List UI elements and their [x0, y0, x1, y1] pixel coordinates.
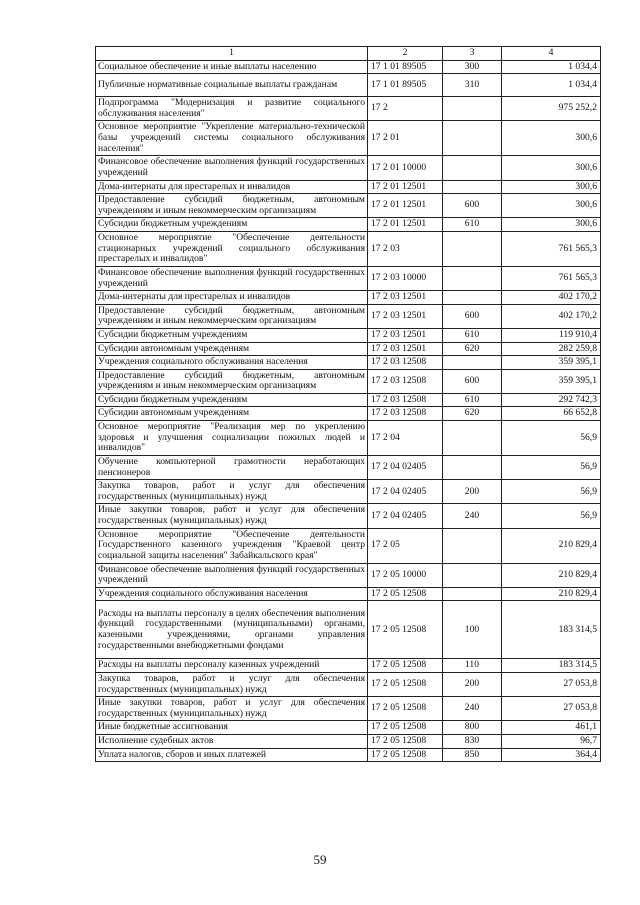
row-code-cell: 17 2 05 12508: [368, 697, 443, 721]
row-type-cell: [443, 356, 502, 370]
table-row: [96, 328, 601, 342]
row-name-cell: Субсидии бюджетным учреждениям: [96, 218, 368, 232]
row-type-cell: 600: [443, 194, 502, 218]
row-code-cell: 17 2 04 02405: [368, 456, 443, 480]
row-code-cell: 17 2 05 12508: [368, 748, 443, 762]
row-name-cell: Расходы на выплаты персоналу казенных учреждений: [96, 659, 368, 673]
row-code-cell: 17 1 01 89505: [368, 74, 443, 97]
row-type-cell: [443, 291, 502, 305]
table-row: [96, 734, 601, 748]
row-code-cell: 17 2 01 12501: [368, 194, 443, 218]
row-type-cell: 100: [443, 601, 502, 659]
row-code-cell: 17 2 01 12501: [368, 180, 443, 194]
row-sum-cell: 292 742,3: [502, 393, 601, 407]
table-body: [96, 60, 601, 762]
row-type-cell: [443, 266, 502, 290]
table-row: [96, 97, 601, 121]
row-type-cell: [443, 421, 502, 456]
table-row: [96, 659, 601, 673]
row-code-cell: 17 2 01 10000: [368, 156, 443, 180]
row-type-cell: 240: [443, 697, 502, 721]
table-row: [96, 563, 601, 587]
row-code-cell: 17 2 05 12508: [368, 673, 443, 697]
row-sum-cell: 1 034,4: [502, 60, 601, 74]
row-name-cell: Дома-интернаты для престарелых и инвалидов: [96, 180, 368, 194]
row-type-cell: 620: [443, 407, 502, 421]
row-sum-cell: 300,6: [502, 121, 601, 156]
row-type-cell: 620: [443, 342, 502, 356]
row-type-cell: 600: [443, 304, 502, 328]
row-sum-cell: 300,6: [502, 218, 601, 232]
row-code-cell: 17 2 05 12508: [368, 721, 443, 735]
row-code-cell: 17 2 03 12501: [368, 328, 443, 342]
header-cell: 4: [502, 47, 601, 61]
row-name-cell: Закупка товаров, работ и услуг для обеспечения государственных (муниципальных) нужд: [96, 480, 368, 504]
row-code-cell: 17 2 03 12508: [368, 356, 443, 370]
table-row: [96, 291, 601, 305]
table-row: [96, 456, 601, 480]
row-type-cell: [443, 180, 502, 194]
row-type-cell: [443, 231, 502, 266]
row-type-cell: 200: [443, 480, 502, 504]
header-cell: 1: [96, 47, 368, 61]
row-sum-cell: 210 829,4: [502, 587, 601, 601]
row-sum-cell: 975 252,2: [502, 97, 601, 121]
row-name-cell: Учреждения социального обслуживания населения: [96, 587, 368, 601]
row-name-cell: Иные бюджетные ассигнования: [96, 721, 368, 735]
header-cell: 2: [368, 47, 443, 61]
row-name-cell: Предоставление субсидий бюджетным, автономным учреждениям и иным некоммерческим организациям: [96, 369, 368, 393]
row-type-cell: 610: [443, 218, 502, 232]
row-name-cell: Финансовое обеспечение выполнения функций государственных учреждений: [96, 266, 368, 290]
row-sum-cell: 402 170,2: [502, 291, 601, 305]
row-code-cell: 17 2 01 12501: [368, 218, 443, 232]
row-type-cell: 600: [443, 369, 502, 393]
row-sum-cell: 210 829,4: [502, 528, 601, 563]
row-type-cell: 610: [443, 328, 502, 342]
table-row: [96, 528, 601, 563]
table-row: [96, 342, 601, 356]
row-sum-cell: 66 652,8: [502, 407, 601, 421]
row-code-cell: 17 2 03 12508: [368, 393, 443, 407]
row-name-cell: Предоставление субсидий бюджетным, автономным учреждениям и иным некоммерческим организациям: [96, 304, 368, 328]
row-name-cell: Основное мероприятие "Обеспечение деятельности стационарных учреждений социального обслуживания престарелых и инвалидов": [96, 231, 368, 266]
row-code-cell: 17 2 03: [368, 231, 443, 266]
row-code-cell: 17 2 05 12508: [368, 587, 443, 601]
row-type-cell: 850: [443, 748, 502, 762]
row-name-cell: Субсидии бюджетным учреждениям: [96, 328, 368, 342]
row-code-cell: 17 2 03 12501: [368, 291, 443, 305]
row-sum-cell: 56,9: [502, 456, 601, 480]
table-row: [96, 180, 601, 194]
table-row: [96, 121, 601, 156]
row-code-cell: 17 2 03 10000: [368, 266, 443, 290]
row-sum-cell: 761 565,3: [502, 266, 601, 290]
row-type-cell: 200: [443, 673, 502, 697]
row-code-cell: 17 2 04 02405: [368, 480, 443, 504]
row-name-cell: Финансовое обеспечение выполнения функций государственных учреждений: [96, 156, 368, 180]
row-type-cell: [443, 563, 502, 587]
table-row: [96, 304, 601, 328]
row-type-cell: 830: [443, 734, 502, 748]
row-name-cell: Предоставление субсидий бюджетным, автономным учреждениям и иным некоммерческим организациям: [96, 194, 368, 218]
budget-table: [95, 46, 601, 762]
row-sum-cell: 364,4: [502, 748, 601, 762]
table-row: [96, 218, 601, 232]
row-name-cell: Основное мероприятие "Укрепление материально-технической базы учреждений системы социального обслуживания населения": [96, 121, 368, 156]
row-name-cell: Учреждения социального обслуживания населения: [96, 356, 368, 370]
table-row: [96, 587, 601, 601]
row-code-cell: 17 2 05: [368, 528, 443, 563]
row-sum-cell: 300,6: [502, 194, 601, 218]
row-code-cell: 17 2 03 12501: [368, 342, 443, 356]
row-sum-cell: 402 170,2: [502, 304, 601, 328]
page-number: 59: [313, 852, 327, 867]
row-name-cell: Дома-интернаты для престарелых и инвалидов: [96, 291, 368, 305]
row-sum-cell: 282 259,8: [502, 342, 601, 356]
row-sum-cell: 27 053,8: [502, 697, 601, 721]
table-row: [96, 74, 601, 97]
row-sum-cell: 359 395,1: [502, 356, 601, 370]
row-name-cell: Субсидии бюджетным учреждениям: [96, 393, 368, 407]
table-row: [96, 697, 601, 721]
row-type-cell: 800: [443, 721, 502, 735]
row-type-cell: [443, 587, 502, 601]
row-name-cell: Иные закупки товаров, работ и услуг для обеспечения государственных (муниципальных) нужд: [96, 504, 368, 528]
row-sum-cell: 461,1: [502, 721, 601, 735]
header-row: [96, 47, 601, 61]
row-type-cell: 110: [443, 659, 502, 673]
row-code-cell: 17 2 05 12508: [368, 734, 443, 748]
row-type-cell: 610: [443, 393, 502, 407]
table-row: [96, 194, 601, 218]
row-sum-cell: 359 395,1: [502, 369, 601, 393]
row-type-cell: [443, 156, 502, 180]
table-row: [96, 721, 601, 735]
row-sum-cell: 300,6: [502, 156, 601, 180]
row-type-cell: 310: [443, 74, 502, 97]
row-sum-cell: 300,6: [502, 180, 601, 194]
row-sum-cell: 27 053,8: [502, 673, 601, 697]
row-name-cell: Финансовое обеспечение выполнения функций государственных учреждений: [96, 563, 368, 587]
row-name-cell: Обучение компьютерной грамотности неработающих пенсионеров: [96, 456, 368, 480]
row-name-cell: Уплата налогов, сборов и иных платежей: [96, 748, 368, 762]
row-sum-cell: 56,9: [502, 504, 601, 528]
row-sum-cell: 210 829,4: [502, 563, 601, 587]
row-type-cell: [443, 456, 502, 480]
row-code-cell: 17 2 01: [368, 121, 443, 156]
row-code-cell: 17 2 04: [368, 421, 443, 456]
row-sum-cell: 96,7: [502, 734, 601, 748]
table-row: [96, 156, 601, 180]
row-code-cell: 17 2 05 12508: [368, 659, 443, 673]
row-sum-cell: 1 034,4: [502, 74, 601, 97]
row-name-cell: Основное мероприятие "Реализация мер по укреплению здоровья и улучшения социализации пожилых людей и инвалидов": [96, 421, 368, 456]
row-name-cell: Публичные нормативные социальные выплаты гражданам: [96, 74, 368, 97]
row-name-cell: Закупка товаров, работ и услуг для обеспечения государственных (муниципальных) нужд: [96, 673, 368, 697]
row-code-cell: 17 2 04 02405: [368, 504, 443, 528]
table-row: [96, 231, 601, 266]
row-code-cell: 17 2 03 12508: [368, 369, 443, 393]
row-code-cell: 17 1 01 89505: [368, 60, 443, 74]
row-name-cell: Иные закупки товаров, работ и услуг для обеспечения государственных (муниципальных) нужд: [96, 697, 368, 721]
row-sum-cell: 56,9: [502, 480, 601, 504]
row-code-cell: 17 2: [368, 97, 443, 121]
row-sum-cell: 761 565,3: [502, 231, 601, 266]
header-cell: 3: [443, 47, 502, 61]
row-sum-cell: 119 910,4: [502, 328, 601, 342]
table-row: [96, 421, 601, 456]
table-row: [96, 393, 601, 407]
row-type-cell: 240: [443, 504, 502, 528]
row-code-cell: 17 2 05 10000: [368, 563, 443, 587]
table-row: [96, 266, 601, 290]
table-row: [96, 407, 601, 421]
row-type-cell: 300: [443, 60, 502, 74]
row-name-cell: Расходы на выплаты персоналу в целях обеспечения выполнения функций государственными (муниципальными) органами, казенными учреждениями, органами управления государственными внебюджетными фондами: [96, 601, 368, 659]
table-row: [96, 356, 601, 370]
row-code-cell: 17 2 03 12501: [368, 304, 443, 328]
row-name-cell: Подпрограмма "Модернизация и развитие социального обслуживания населения": [96, 97, 368, 121]
row-type-cell: [443, 528, 502, 563]
table-row: [96, 60, 601, 74]
row-name-cell: Основное мероприятие "Обеспечение деятельности Государственного казенного учреждения "Краевой центр социальной защиты населения" Забайкальского края": [96, 528, 368, 563]
row-code-cell: 17 2 03 12508: [368, 407, 443, 421]
row-name-cell: Субсидии автономным учреждениям: [96, 342, 368, 356]
row-sum-cell: 56,9: [502, 421, 601, 456]
table-row: [96, 480, 601, 504]
row-sum-cell: 183 314,5: [502, 659, 601, 673]
table-row: [96, 369, 601, 393]
table-row: [96, 504, 601, 528]
row-code-cell: 17 2 05 12508: [368, 601, 443, 659]
row-name-cell: Исполнение судебных актов: [96, 734, 368, 748]
row-type-cell: [443, 97, 502, 121]
table-row: [96, 673, 601, 697]
row-name-cell: Социальное обеспечение и иные выплаты населению: [96, 60, 368, 74]
table-row: [96, 748, 601, 762]
table-row: [96, 601, 601, 659]
row-sum-cell: 183 314,5: [502, 601, 601, 659]
row-type-cell: [443, 121, 502, 156]
row-name-cell: Субсидии автономным учреждениям: [96, 407, 368, 421]
